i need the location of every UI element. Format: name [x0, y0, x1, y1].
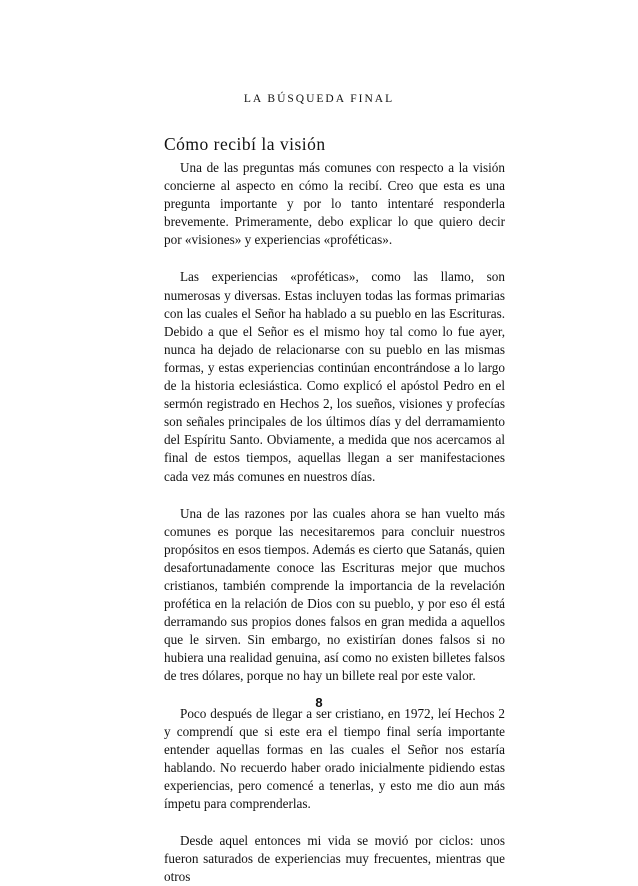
paragraph-5: Desde aquel entonces mi vida se movió por ciclos: unos fueron saturados de experiencias muy frecuentes, mientras que otros	[164, 833, 505, 885]
paragraph-1: Una de las preguntas más comunes con respecto a la visión concierne al aspecto en cómo la recibí. Creo que esta es una pregunta importante y por lo tanto intentaré responderla brevemente. Primeramente, debo explicar lo que quiero decir por «visiones» y experiencias «proféticas».	[164, 160, 505, 248]
paragraph-2: Las experiencias «proféticas», como las llamo, son numerosas y diversas. Estas incluyen todas las formas primarias con las cuales el Señor ha hablado a su pueblo en las Escrituras. Debido a que el Señor es el mismo hoy tal como lo fue ayer, nunca ha dejado de relacionarse con su pueblo en las mismas formas, y estas experiencias continúan encontrándose a lo largo de la historia eclesiástica. Como explicó el apóstol Pedro en el sermón registrado en Hechos 2, los sueños, visiones y profecías son señales principales de los últimos días y del derramamiento del Espíritu Santo. Obviamente, a medida que nos acercamos al final de estos tiempos, aquellas llegan a ser manifestaciones cada vez más comunes en nuestros días.	[164, 269, 505, 484]
paragraph-4: Poco después de llegar a ser cristiano, en 1972, leí Hechos 2 y comprendí que si este era el tiempo final sería importante entender aquellas formas en las cuales el Señor nos estaría hablando. No recuerdo haber orado inicialmente pidiendo estas experiencias, pero comencé a tenerlas, y esto me dio aun más ímpetu para comprenderlas.	[164, 705, 505, 811]
body-text	[164, 159, 505, 886]
page-number: 8	[315, 695, 323, 710]
running-head: LA BÚSQUEDA FINAL	[243, 93, 395, 105]
paragraph-3: Una de las razones por las cuales ahora se han vuelto más comunes es porque las necesitaremos para concluir nuestros propósitos en esos tiempos. Además es cierto que Satanás, quien desafortunadamente conoce las Escrituras mejor que muchos cristianos, también comprende la importancia de la revelación profética en la relación de Dios con su pueblo, y por eso él está derramando sus propios dones falsos en gran medida a aquellos que le sirven. Sin embargo, no existirían dones falsos si no hubiera una realidad genuina, así como no existen billetes falsos de tres dólares, porque no hay un billete real por este valor.	[164, 505, 505, 684]
section-title: Cómo recibí la visión	[164, 134, 326, 154]
